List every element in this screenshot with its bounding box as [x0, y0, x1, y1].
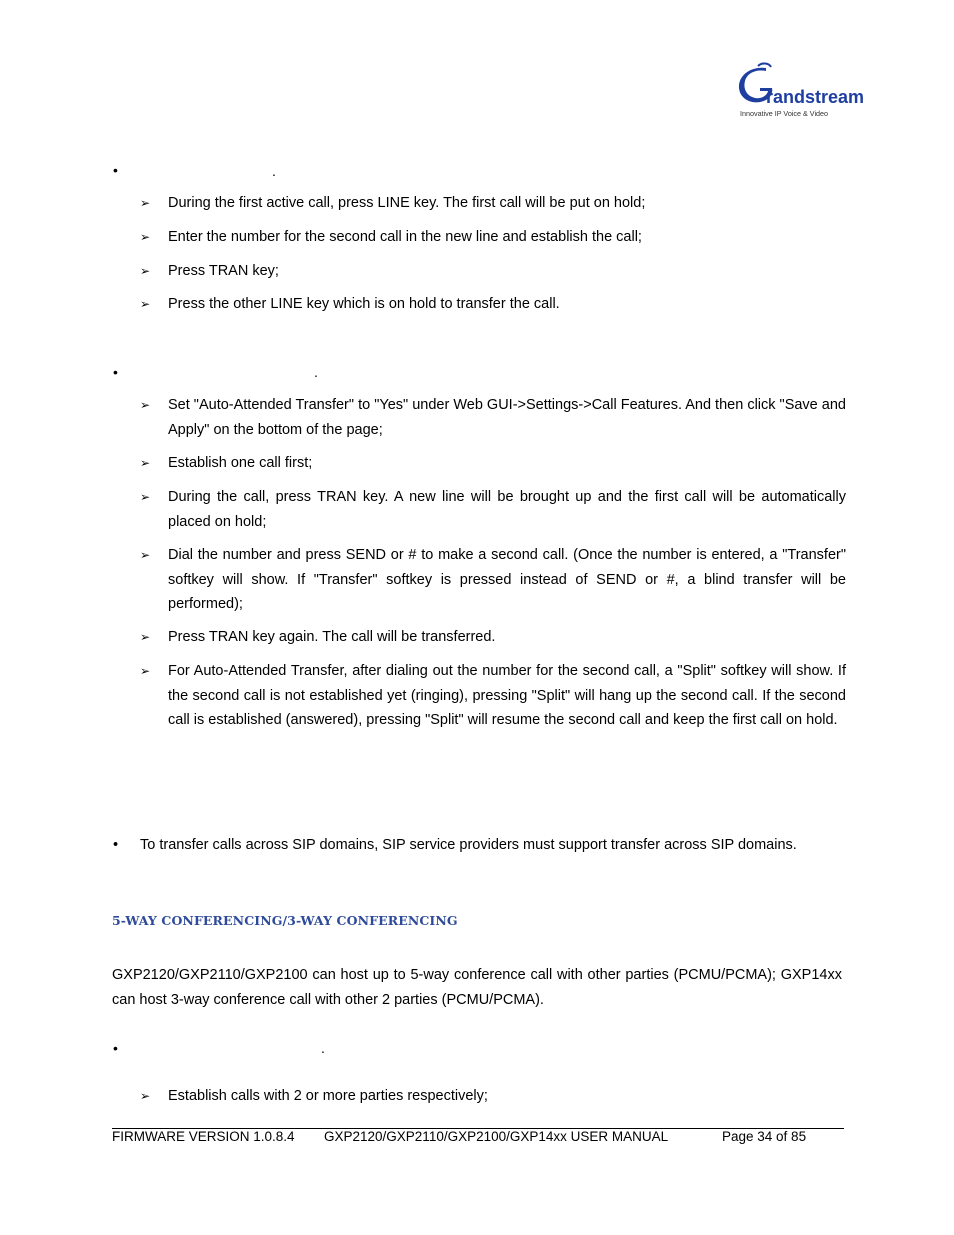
bullet-icon: • [113, 162, 118, 178]
footer-page-number: Page 34 of 85 [722, 1129, 807, 1144]
list-item-text: Establish calls with 2 or more parties respectively; [168, 1088, 488, 1104]
list-item-text: Press the other LINE key which is on hold to transfer the call. [168, 296, 560, 312]
list-item-text: Establish one call first; [168, 455, 313, 471]
list-item-text: During the first active call, press LINE key. The first call will be put on hold; [168, 195, 646, 211]
arrow-bullet-icon: ➢ [140, 630, 151, 644]
list-item-text: For Auto-Attended Transfer, after dialing out the number for the second call, a "Split" softkey will show. If the second call is not established yet (ringing), pressing "Split" will hang up the second call. If the second call is established (answered), pressing "Split" will resume the second call and keep the first call on hold. [168, 663, 846, 728]
list-item-text: Enter the number for the second call in the new line and establish the call; [168, 229, 642, 245]
logo-text: randstream [766, 87, 865, 107]
footer-manual-title: GXP2120/GXP2110/GXP2100/GXP14xx USER MANUAL [324, 1129, 669, 1144]
list-item-text: During the call, press TRAN key. A new line will be brought up and the first call will be automatically placed on hold; [168, 489, 846, 530]
arrow-bullet-icon: ➢ [140, 196, 151, 210]
bullet-icon: • [113, 837, 119, 853]
bullet-text-stub: . [314, 364, 318, 380]
arrow-bullet-icon: ➢ [140, 490, 151, 504]
section-heading: 5-WAY CONFERENCING/3-WAY CONFERENCING [112, 913, 458, 928]
list-item-text: Press TRAN key again. The call will be transferred. [168, 629, 496, 645]
bullet-text-stub: . [321, 1040, 325, 1056]
grandstream-logo [736, 62, 865, 120]
arrow-bullet-icon: ➢ [140, 548, 151, 562]
arrow-bullet-icon: ➢ [140, 230, 151, 244]
list-item-text: Dial the number and press SEND or # to make a second call. (Once the number is entered, a "Transfer" softkey will show. If "Transfer" softkey is pressed instead of SEND or #, a blind transfer will be performed); [168, 547, 846, 612]
arrow-bullet-icon: ➢ [140, 398, 151, 412]
bullet-text-stub: . [272, 163, 276, 179]
note-text: To transfer calls across SIP domains, SIP service providers must support transfer across SIP domains. [140, 837, 797, 853]
bullet-icon: • [113, 364, 118, 380]
arrow-bullet-icon: ➢ [140, 664, 151, 678]
list-item-text: Press TRAN key; [168, 263, 279, 279]
bullet-icon: • [113, 1040, 118, 1056]
arrow-bullet-icon: ➢ [140, 1089, 151, 1103]
arrow-bullet-icon: ➢ [140, 297, 151, 311]
list-item-text: Set "Auto-Attended Transfer" to "Yes" under Web GUI->Settings->Call Features. And then click "Save and Apply" on the bottom of the page; [168, 397, 846, 438]
paragraph: GXP2120/GXP2110/GXP2100 can host up to 5-way conference call with other parties (PCMU/PCMA); GXP14xx can host 3-way conference call with other 2 parties (PCMU/PCMA). [112, 967, 842, 1008]
footer-firmware: FIRMWARE VERSION 1.0.8.4 [112, 1129, 295, 1144]
grandstream-logo-icon [736, 62, 865, 120]
arrow-bullet-icon: ➢ [140, 456, 151, 470]
logo-tagline: Innovative IP Voice & Video [740, 109, 829, 118]
arrow-bullet-icon: ➢ [140, 264, 151, 278]
